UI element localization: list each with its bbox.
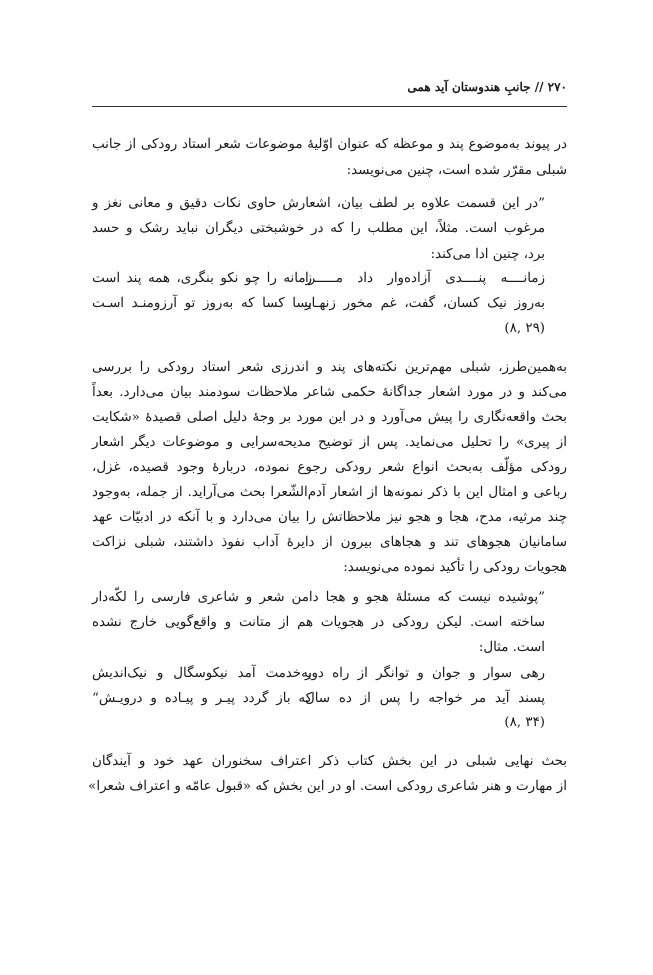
para2-line: به‌همین‌طرز، شبلی مهم‌ترین نکته‌های پند و اندرزی شعر استاد رودکی را بررسی (92, 360, 567, 375)
para2-line: بحث واقعه‌نگاری را پیش می‌آورد و در این مورد بر وجهٔ دلیل اصلی قصیدهٔ «شکایت (92, 410, 567, 425)
para2-line: رباعی و امثال این با ذکر نمونه‌ها از اشعار آدم‌الشّعرا بحث می‌آراید. از جمله، به‌وجود (92, 485, 567, 500)
citation: (۳۴ ,۸) (504, 715, 545, 730)
running-head-text: ۲۷۰ // جانبِ هندوستان آید همی (407, 80, 567, 94)
quote1-line: ”در این قسمت علاوه بر لطف بیان، اشعارش حاوی نکات دقیق و معانی نغز و (92, 196, 545, 211)
hemistich: به‌خدمت آمد نیکوسگال و نیک‌اندیش (92, 666, 312, 681)
para2-line: هجویات رودکی را تأکید نموده می‌نویسد: (343, 560, 567, 575)
hemistich: رهی سوار و جوان و توانگر از راه دور (305, 666, 545, 681)
quote2-line: است. مثال: (478, 640, 545, 655)
para2-line: چند مرثیه، مدح، هجا و هجو نیز ملاحظاتش را بیان می‌دارد و با آنکه در ادبیّات عهد (92, 510, 567, 525)
hemistich: به‌روز نیک کسان، گفت، غم مخور زنهـار (305, 296, 545, 311)
para1-line: شبلی مقرّر شده است، چنین می‌نویسد: (346, 163, 567, 178)
quote1-line: مرغوب است. مثلاً، این مطلب را که در خوشبختی دیگران نباید رشک و حسد (92, 221, 545, 236)
para2-line: از پیری» را تحلیل می‌نماید. پس از توضیح مدیحه‌سرایی و موضوعات دیگر اشعار (92, 435, 567, 450)
hemistich: پسند آید مر خواجه را پس از ده سال (305, 691, 545, 706)
para2-line: رودکی مؤلّف به‌بحث انواع شعر رودکی رجوع نموده، دربارهٔ وجود قصیده، غزل، (92, 460, 567, 475)
hemistich: که باز گردد پیـر و پیـاده و درویـش“ (92, 691, 312, 706)
para2-line: سامانیان هجوهای تند و هجاهای بیرون از دایرهٔ آداب نفوذ داشتند، شبلی نزاکت (92, 535, 567, 550)
running-header (92, 78, 567, 107)
para1-line: در پیوند به‌موضوع پند و موعظه که عنوان اوّلیهٔ موضوعات شعر استاد رودکی از جانب (92, 137, 567, 152)
quote2-line: ”پوشیده نیست که مسئلهٔ هجو و هجا دامن شعر و شاعری فارسی را لکّه‌دار (92, 590, 545, 605)
hemistich: بسا کسا که به‌روز تو آرزومنـد اسـت (92, 296, 312, 311)
quote1-line: برد، چنین ادا می‌کند: (430, 247, 545, 262)
hemistich: زمانه را چو نکو بنگری، همه پند است (92, 271, 312, 286)
para2-line: می‌کند و در مورد اشعار جداگانهٔ حکمی شاعر ملاحظات سودمند بیان می‌دارد. بعداً (92, 385, 567, 400)
para3-line: از مهارت و هنر شاعری رودکی است. او در این بخش که «قبول عامّه و اعتراف شعرا» (88, 779, 567, 794)
quote2-line: ساخته است. لیکن رودکی در هجویات هم از متانت و واقع‌گویی خارج نشده (92, 615, 545, 630)
para3-line: بحث نهایی شبلی در این بخش کتاب ذکر اعتراف سخنوران عهد خود و آیندگان (92, 754, 567, 769)
hemistich: زمانــــه پنــــدی آزاده‌وار داد مـــــرا (305, 271, 545, 286)
citation: (۲۹ ,۸) (504, 321, 545, 336)
